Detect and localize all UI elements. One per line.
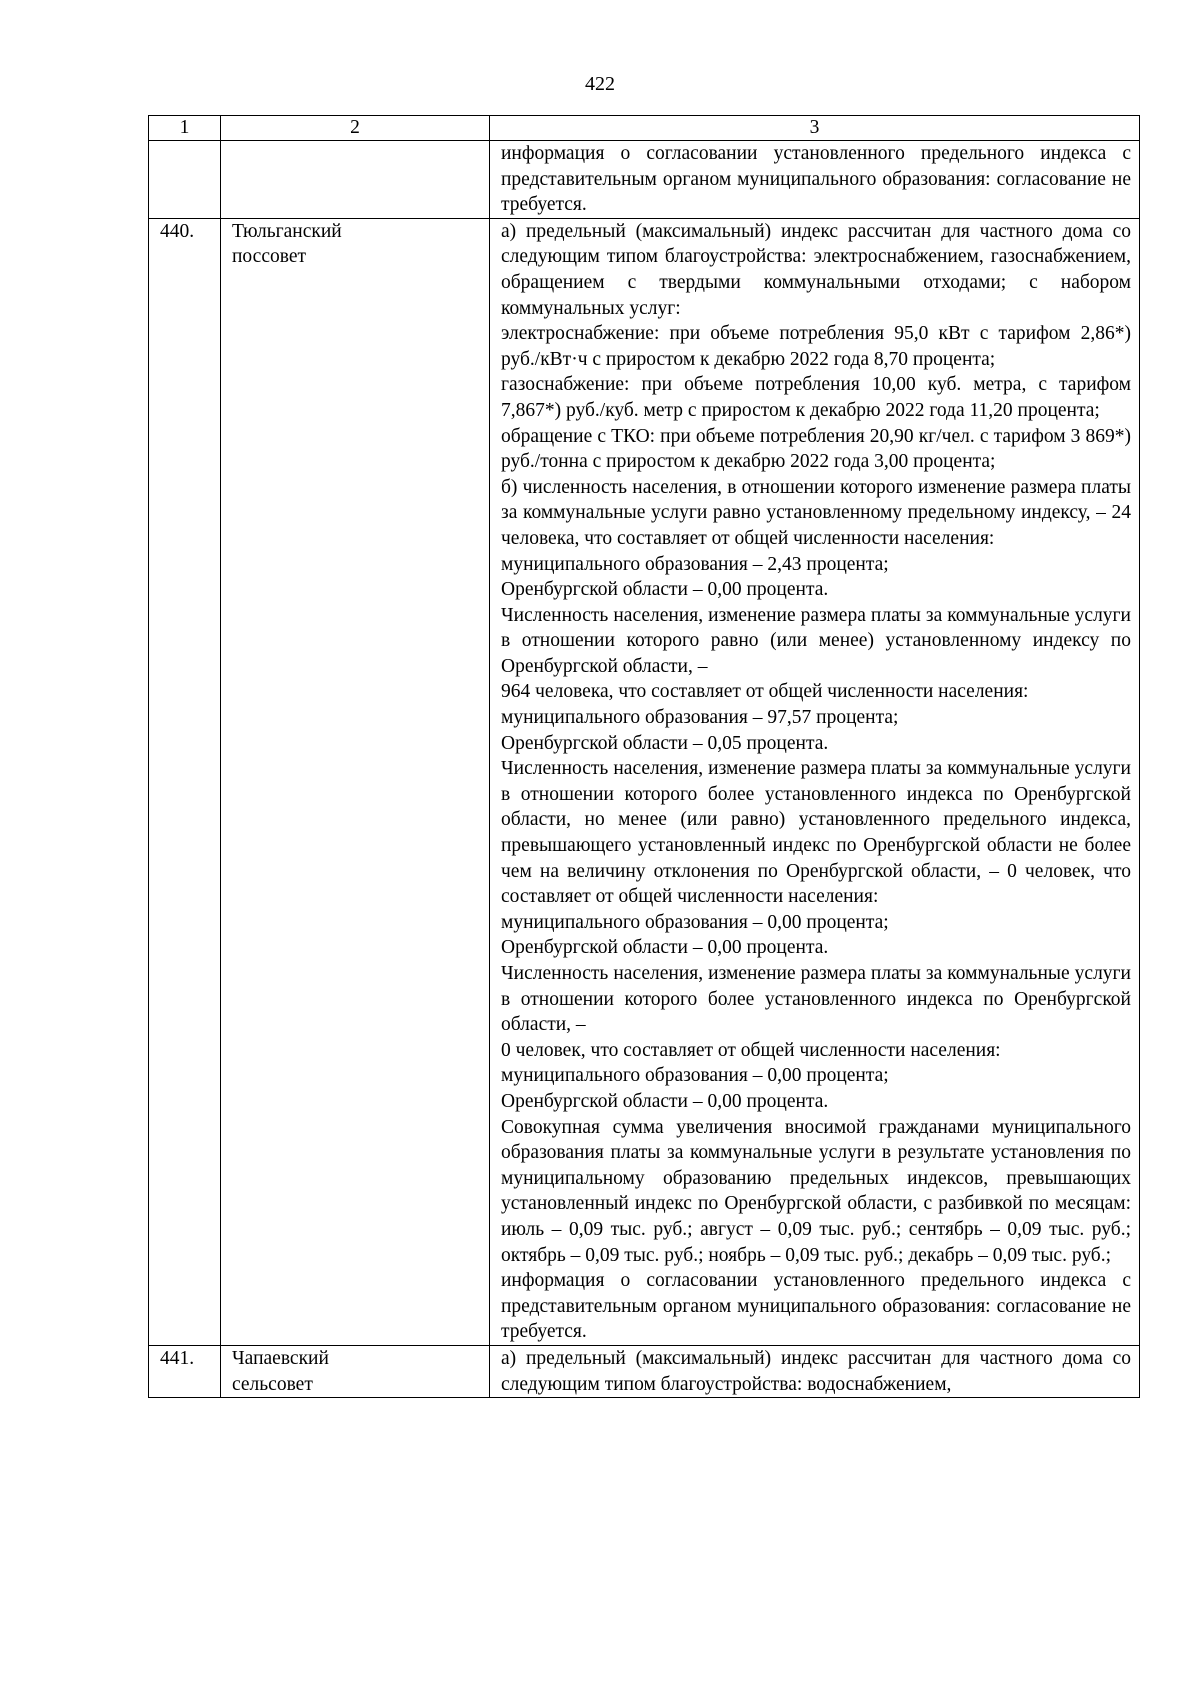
table-row-440	[149, 218, 1140, 1345]
paragraph: муниципального образования – 97,57 процента;	[501, 707, 899, 729]
municipality-cell	[221, 141, 490, 219]
paragraph: Оренбургской области – 0,00 процента.	[501, 1090, 829, 1112]
paragraph: обращение с ТКО: при объеме потребления 20,90 кг/чел. с тарифом 3 869*) руб./тонна с приростом к декабрю 2022 года 3,00 процента;	[501, 425, 1131, 473]
paragraph: информация о согласовании установленного предельного индекса с представительным органом муниципального образования: согласование не требуется.	[501, 1270, 1131, 1343]
paragraph: 0 человек, что составляет от общей численности населения:	[501, 1039, 1001, 1061]
municipality-name	[221, 1345, 490, 1397]
paragraph: Совокупная сумма увеличения вносимой гражданами муниципального образования платы за коммунальные услуги в результате установления по муниципальному образованию предельных индексов, превышающих установленный индекс по Оренбургской области, с разбивкой по месяцам: июль – 0,09 тыс. руб.; август – 0,09 тыс. руб.; сентябрь – 0,09 тыс. руб.; октябрь – 0,09 тыс. руб.; ноябрь – 0,09 тыс. руб.; декабрь – 0,09 тыс. руб.;	[501, 1116, 1131, 1266]
paragraph: муниципального образования – 2,43 процента;	[501, 553, 889, 575]
paragraph: Оренбургской области – 0,00 процента.	[501, 937, 829, 959]
continuation-row	[149, 141, 1140, 219]
paragraph: муниципального образования – 0,00 процента;	[501, 1065, 889, 1087]
paragraph: а) предельный (максимальный) индекс рассчитан для частного дома со следующим типом благоустройства: электроснабжением, газоснабжением, обращением с твердыми коммунальными отходами; с набором коммунальных услуг:	[501, 220, 1131, 319]
table-header-row	[149, 116, 1140, 141]
row-number: 441.	[149, 1345, 221, 1397]
page-number: 422	[585, 73, 615, 95]
paragraph: электроснабжение: при объеме потребления 95,0 кВт с тарифом 2,86*) руб./кВт·ч с приростом к декабрю 2022 года 8,70 процента;	[501, 323, 1131, 370]
description-cell	[490, 218, 1140, 1345]
paragraph: Численность населения, изменение размера платы за коммунальные услуги в отношении которого более установленного индекса по Оренбургской области, –	[501, 963, 1131, 1036]
paragraph: Оренбургской области – 0,00 процента.	[501, 579, 829, 601]
paragraph: Оренбургской области – 0,05 процента.	[501, 732, 829, 754]
municipality-name-line: Чапаевский	[232, 1347, 329, 1369]
paragraph: б) численность населения, в отношении которого изменение размера платы за коммунальные услуги равно установленному предельному индексу, – 24 человека, что составляет от общей численности населения:	[501, 476, 1131, 549]
paragraph: газоснабжение: при объеме потребления 10,00 куб. метра, с тарифом 7,867*) руб./куб. метр с приростом к декабрю 2022 года 11,20 процента;	[501, 374, 1131, 421]
municipality-name	[221, 218, 490, 1345]
municipality-name-line: поссовет	[232, 246, 307, 268]
column-header-1: 1	[149, 116, 221, 141]
paragraph: а) предельный (максимальный) индекс рассчитан для частного дома со следующим типом благоустройства: водоснабжением,	[501, 1347, 1131, 1395]
municipality-name-line: Тюльганский	[232, 220, 342, 242]
row-number-cell	[149, 141, 221, 219]
table-row-441	[149, 1345, 1140, 1397]
description-cell	[490, 141, 1140, 219]
row-number: 440.	[149, 218, 221, 1345]
paragraph: информация о согласовании установленного предельного индекса с представительным органом муниципального образования: согласование не требуется.	[501, 143, 1131, 216]
paragraph: 964 человека, что составляет от общей численности населения:	[501, 681, 1029, 703]
municipality-name-line: сельсовет	[232, 1373, 313, 1395]
paragraph: Численность населения, изменение размера платы за коммунальные услуги в отношении которого равно (или менее) установленному индексу по Оренбургской области, –	[501, 604, 1131, 677]
column-header-2: 2	[221, 116, 490, 141]
description-cell	[490, 1345, 1140, 1397]
paragraph: муниципального образования – 0,00 процента;	[501, 911, 889, 933]
column-header-3: 3	[490, 116, 1140, 141]
paragraph: Численность населения, изменение размера платы за коммунальные услуги в отношении которого более установленного индекса по Оренбургской области, но менее (или равно) установленного предельного индекса, превышающего установленный индекс по Оренбургской области не более чем на величину отклонения по Оренбургской области, – 0 человек, что составляет от общей численности населения:	[501, 758, 1131, 908]
index-table	[148, 115, 1140, 1398]
